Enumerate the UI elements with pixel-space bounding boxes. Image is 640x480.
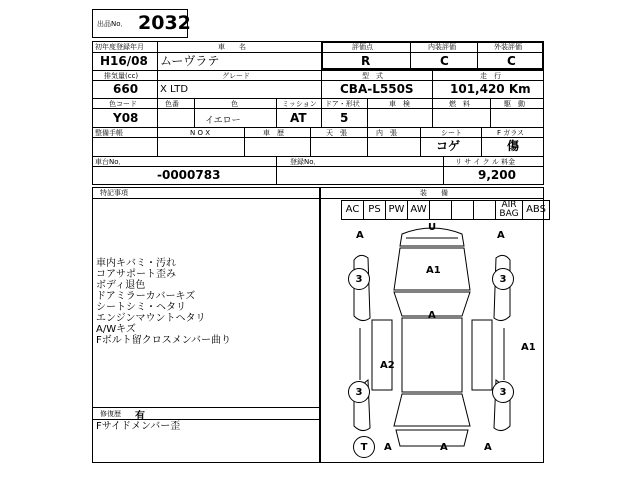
damage-front-right: A bbox=[497, 230, 505, 241]
mileage-value: 101,420 Km bbox=[450, 82, 531, 96]
score-label: 評価点 bbox=[352, 43, 373, 51]
repair-label: 修復歴 bbox=[100, 410, 121, 418]
recycle-label: リ サ イ ク ル 料金 bbox=[455, 158, 516, 166]
chassis-value: -0000783 bbox=[157, 168, 221, 182]
equipment-blank bbox=[452, 201, 474, 219]
equipment-ac: AC bbox=[342, 201, 364, 219]
equipment-row bbox=[341, 200, 550, 220]
seat-value: コゲ bbox=[436, 139, 461, 153]
note-item: エンジンマウントヘタリ bbox=[96, 313, 206, 324]
int-grade-label: 内装評価 bbox=[428, 43, 456, 51]
color-label: 色 bbox=[231, 100, 238, 108]
model-label: 型 式 bbox=[362, 72, 383, 80]
reg-no-label: 登録No． bbox=[290, 158, 321, 166]
inspection-label: 車 検 bbox=[389, 100, 410, 108]
damage-rear-left: A bbox=[384, 442, 392, 453]
model-value: CBA-L550S bbox=[340, 82, 414, 96]
damage-roof: A bbox=[428, 310, 436, 321]
drive-label: 駆 動 bbox=[504, 100, 525, 108]
note-item: 車内キバミ・汚れ bbox=[96, 258, 176, 269]
lot-number-box bbox=[92, 9, 191, 38]
seat-label: シート bbox=[441, 129, 462, 137]
damage-right-side: A1 bbox=[521, 342, 536, 353]
damage-circle-rear-right: 3 bbox=[492, 381, 514, 403]
damage-circle-rear-t: T bbox=[353, 436, 375, 458]
equipment-blank bbox=[474, 201, 496, 219]
mission-label: ミッション bbox=[282, 100, 317, 108]
lot-number: 2032 bbox=[138, 12, 191, 34]
damage-front: U bbox=[428, 222, 437, 233]
equipment-aw: AW bbox=[408, 201, 430, 219]
note-item: ボディ退色 bbox=[96, 280, 146, 291]
fuel-label: 燃 料 bbox=[449, 100, 470, 108]
first-reg-label: 初年度登録年月 bbox=[95, 43, 144, 51]
displacement-label: 排気量(cc) bbox=[104, 72, 139, 80]
note-item: Fボルト留クロスメンバー曲り bbox=[96, 335, 232, 346]
damage-left-side: A2 bbox=[380, 360, 395, 371]
equipment-label: 装 備 bbox=[420, 189, 448, 197]
equipment-airbag: AIR BAG bbox=[496, 201, 523, 219]
first-reg-value: H16/08 bbox=[100, 54, 148, 68]
int-grade-value: C bbox=[440, 54, 449, 68]
car-name-value: ムーヴラテ bbox=[160, 54, 220, 68]
interior-label: 内 張 bbox=[376, 129, 397, 137]
damage-rear: A bbox=[440, 442, 448, 453]
car-diagram bbox=[320, 220, 544, 463]
doors-value: 5 bbox=[340, 111, 349, 125]
sunroof-label: 天 張 bbox=[326, 129, 347, 137]
special-notes-label: 特記事項 bbox=[100, 189, 128, 197]
color-name-label: 色番 bbox=[165, 100, 179, 108]
repair-value: 有 bbox=[135, 411, 145, 422]
mission-value: AT bbox=[290, 111, 307, 125]
manual-label: 整備手帳 bbox=[95, 129, 123, 137]
damage-circle-front-left: 3 bbox=[348, 268, 370, 290]
repair-note: Fサイドメンバー歪 bbox=[96, 421, 181, 432]
history-label: 車 歴 bbox=[263, 129, 284, 137]
chassis-label: 車台No． bbox=[95, 158, 126, 166]
equipment-abs: ABS bbox=[526, 204, 546, 215]
grade-label: グレード bbox=[222, 72, 250, 80]
grade-value: X LTD bbox=[160, 84, 189, 95]
equipment-ps: PS bbox=[364, 201, 386, 219]
color-code-value: Y08 bbox=[113, 111, 139, 125]
equipment-blank bbox=[430, 201, 452, 219]
car-name-label: 車 名 bbox=[218, 43, 246, 51]
ext-grade-value: C bbox=[507, 54, 516, 68]
doors-label: ドア・形状 bbox=[325, 100, 360, 108]
note-item: シートシミ・ヘタリ bbox=[96, 302, 186, 313]
damage-hood: A1 bbox=[426, 265, 441, 276]
color-code-label: 色コード bbox=[109, 100, 137, 108]
damage-front-left: A bbox=[356, 230, 364, 241]
special-notes-list bbox=[96, 258, 231, 346]
nox-label: N O X bbox=[190, 129, 210, 137]
score-value: R bbox=[361, 54, 371, 68]
lot-number-label: 出品No． bbox=[97, 20, 128, 28]
damage-circle-front-right: 3 bbox=[492, 268, 514, 290]
ext-grade-label: 外装評価 bbox=[494, 43, 522, 51]
fglass-value: 傷 bbox=[507, 139, 520, 153]
note-item: コアサポート歪み bbox=[96, 269, 176, 280]
damage-circle-rear-left: 3 bbox=[348, 381, 370, 403]
equipment-pw: PW bbox=[386, 201, 408, 219]
displacement-value: 660 bbox=[113, 82, 139, 96]
color-value: イエロー bbox=[205, 116, 241, 126]
note-item: ドアミラーカバーキズ bbox=[96, 291, 196, 302]
fglass-label: F ガラス bbox=[497, 129, 525, 137]
damage-rear-right: A bbox=[484, 442, 492, 453]
mileage-label: 走 行 bbox=[480, 72, 501, 80]
note-item: A/Wキズ bbox=[96, 324, 136, 335]
recycle-value: 9,200 bbox=[478, 168, 516, 182]
